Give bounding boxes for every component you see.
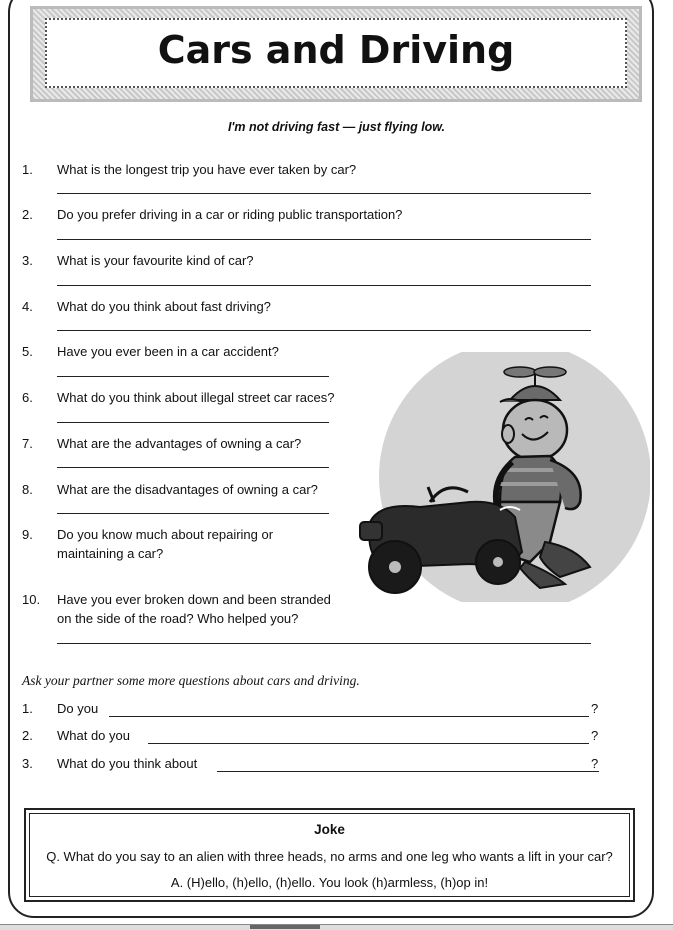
joke-inner-border bbox=[29, 813, 630, 897]
question-text: What do you think about fast driving? bbox=[57, 299, 271, 314]
question-number: 9. bbox=[22, 527, 33, 542]
title-banner bbox=[30, 6, 642, 102]
partner-answer-line[interactable] bbox=[217, 771, 599, 772]
partner-question bbox=[22, 701, 622, 719]
question-text: Have you ever been in a car accident? bbox=[57, 344, 279, 359]
answer-line[interactable] bbox=[57, 422, 329, 423]
question-number: 1. bbox=[22, 162, 33, 177]
question-number: 4. bbox=[22, 299, 33, 314]
partner-question-text: What do you bbox=[57, 728, 130, 743]
question-number: 3. bbox=[22, 253, 33, 268]
question-mark: ? bbox=[591, 756, 599, 771]
partner-question-text: What do you think about bbox=[57, 756, 198, 771]
answer-line[interactable] bbox=[57, 467, 329, 468]
question-text: on the side of the road? Who helped you? bbox=[57, 611, 299, 626]
question-text: maintaining a car? bbox=[57, 546, 164, 561]
joke-title: Joke bbox=[314, 822, 345, 837]
question-text: What is the longest trip you have ever taken by car? bbox=[57, 162, 357, 177]
question-text: What do you think about illegal street car races? bbox=[57, 390, 335, 405]
page-title: Cars and Driving bbox=[157, 28, 515, 72]
question-text: What are the disadvantages of owning a car? bbox=[57, 482, 318, 497]
joke-answer: A. (H)ello, (h)ello, (h)ello. You look (h)armless, (h)op in! bbox=[170, 875, 489, 890]
answer-line[interactable] bbox=[57, 643, 591, 644]
answer-line[interactable] bbox=[57, 239, 591, 240]
question-text: Have you ever broken down and been stranded bbox=[57, 592, 331, 607]
question-mark: ? bbox=[591, 728, 599, 743]
boy-head bbox=[502, 400, 567, 460]
answer-line[interactable] bbox=[57, 513, 329, 514]
question-text: What is your favourite kind of car? bbox=[57, 253, 254, 268]
joke-box bbox=[24, 808, 635, 902]
question-mark: ? bbox=[591, 701, 599, 716]
boy-pedal-car-illustration bbox=[350, 352, 650, 602]
title-box bbox=[45, 18, 627, 88]
bottom-edge bbox=[0, 924, 673, 930]
question-number: 8. bbox=[22, 482, 33, 497]
bottom-edge-tab bbox=[250, 925, 320, 929]
answer-line[interactable] bbox=[57, 330, 591, 331]
subtitle-quote: I'm not driving fast — just flying low. bbox=[227, 120, 446, 134]
question-text: Do you know much about repairing or bbox=[57, 527, 274, 542]
partner-question bbox=[22, 756, 622, 774]
partner-question-number: 1. bbox=[22, 701, 33, 716]
question-number: 2. bbox=[22, 207, 33, 222]
answer-line[interactable] bbox=[57, 376, 329, 377]
joke-question: Q. What do you say to an alien with three heads, no arms and one leg who wants a lift in your car? bbox=[46, 849, 613, 864]
question-number: 6. bbox=[22, 390, 33, 405]
question-number: 7. bbox=[22, 436, 33, 451]
partner-answer-line[interactable] bbox=[109, 716, 589, 717]
answer-line[interactable] bbox=[57, 193, 591, 194]
partner-question-number: 2. bbox=[22, 728, 33, 743]
partner-question-text: Do you bbox=[57, 701, 99, 716]
partner-instructions: Ask your partner some more questions about cars and driving. bbox=[22, 673, 360, 688]
question-text: Do you prefer driving in a car or riding public transportation? bbox=[57, 207, 403, 222]
partner-question-number: 3. bbox=[22, 756, 33, 771]
answer-line[interactable] bbox=[57, 285, 591, 286]
partner-answer-line[interactable] bbox=[148, 743, 589, 744]
question-number: 10. bbox=[22, 592, 41, 607]
partner-question bbox=[22, 728, 622, 746]
question-text: What are the advantages of owning a car? bbox=[57, 436, 302, 451]
question-number: 5. bbox=[22, 344, 33, 359]
